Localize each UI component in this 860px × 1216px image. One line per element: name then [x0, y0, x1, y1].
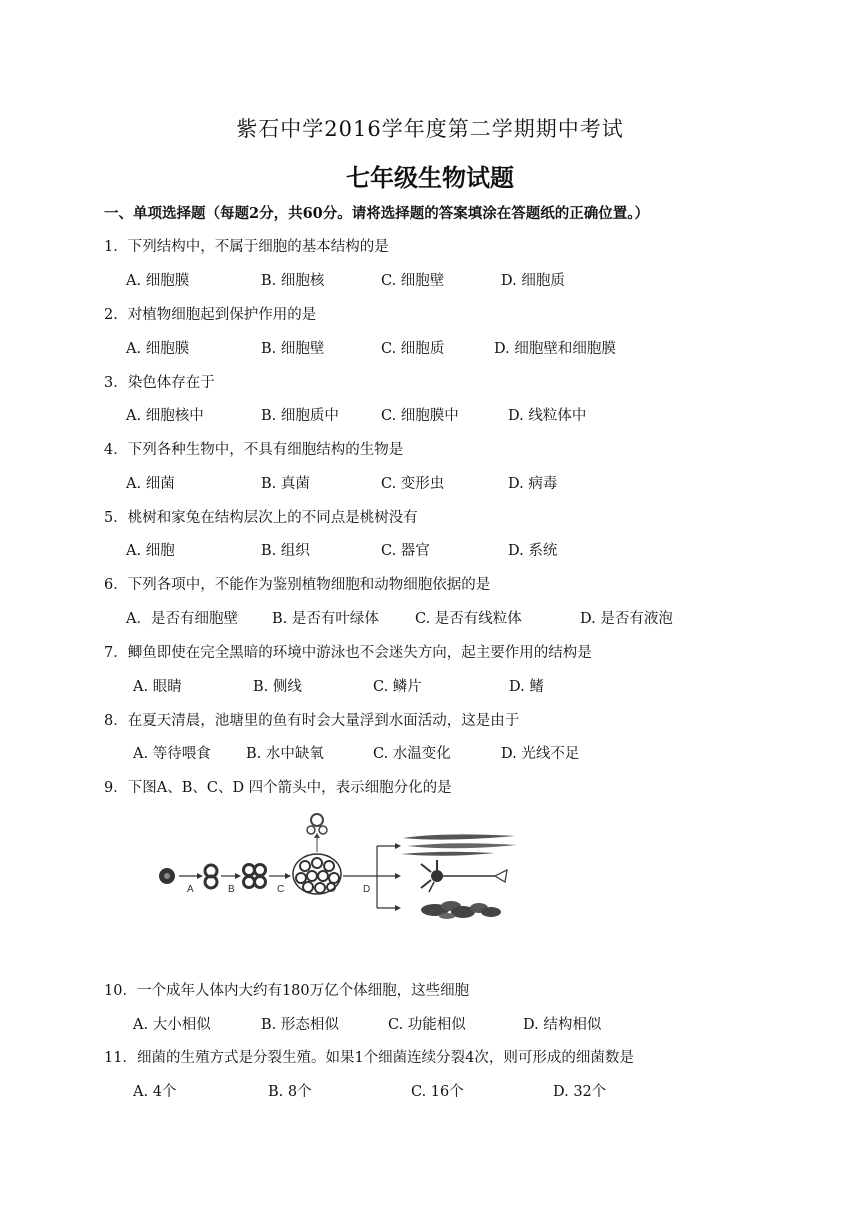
q6-option-b: B. 是否有叶绿体	[272, 611, 379, 627]
question-4-stem: 4．下列各种生物中，不具有细胞结构的生物是	[104, 442, 404, 458]
q8-option-c: C. 水温变化	[373, 746, 451, 762]
q3-option-c: C. 细胞膜中	[381, 408, 459, 424]
q4-option-c: C. 变形虫	[381, 476, 445, 492]
q4-option-b: B. 真菌	[261, 476, 310, 492]
exam-title: 紫石中学2016学年度第二学期期中考试	[236, 117, 624, 141]
q8-option-a: A. 等待喂食	[133, 746, 211, 762]
q10-option-a: A. 大小相似	[133, 1017, 211, 1033]
q10-option-d: D. 结构相似	[523, 1017, 602, 1033]
question-7-stem: 7．鲫鱼即使在完全黑暗的环境中游泳也不会迷失方向，起主要作用的结构是	[104, 645, 592, 661]
four-cells	[244, 865, 266, 888]
tissue-cluster	[421, 901, 501, 919]
arrow-a-label: A	[187, 884, 194, 895]
q2-option-d: D. 细胞壁和细胞膜	[494, 341, 616, 357]
q11-option-a: A. 4个	[133, 1084, 177, 1100]
q4-option-d: D. 病毒	[508, 476, 558, 492]
arrow-c-label: C	[277, 884, 285, 895]
q3-option-b: B. 细胞质中	[261, 408, 339, 424]
single-cell	[159, 868, 175, 884]
q1-option-a: A. 细胞膜	[126, 273, 190, 289]
question-2-stem: 2．对植物细胞起到保护作用的是	[104, 307, 317, 323]
neuron	[421, 860, 507, 892]
q11-option-d: D. 32个	[553, 1084, 607, 1100]
question-1-stem: 1．下列结构中，不属于细胞的基本结构的是	[104, 239, 389, 255]
arrow-b-head	[235, 873, 241, 879]
q3-option-a: A. 细胞核中	[126, 408, 204, 424]
q2-option-c: C. 细胞质	[381, 341, 445, 357]
arrow-c-head	[285, 873, 291, 879]
q5-option-c: C. 器官	[381, 543, 430, 559]
q6-option-c: C. 是否有线粒体	[415, 611, 522, 627]
q11-option-c: C. 16个	[411, 1084, 464, 1100]
q5-option-d: D. 系统	[508, 543, 558, 559]
q1-option-b: B. 细胞核	[261, 273, 325, 289]
question-9-stem: 9．下图A、B、C、D 四个箭头中，表示细胞分化的是	[104, 780, 452, 796]
q1-option-d: D. 细胞质	[501, 273, 565, 289]
branch-bracket	[377, 843, 401, 911]
question-10-stem: 10．一个成年人体内大约有180万亿个体细胞，这些细胞	[104, 983, 470, 999]
q6-option-d: D. 是否有液泡	[580, 611, 673, 627]
section-heading: 一、单项选择题（每题2分，共60分。请将选择题的答案填涂在答题纸的正确位置。）	[104, 205, 650, 222]
cell-differentiation-figure	[145, 808, 535, 928]
q7-option-c: C. 鳞片	[373, 679, 422, 695]
arrow-d-label: D	[363, 884, 371, 895]
q5-option-a: A. 细胞	[126, 543, 175, 559]
q7-option-a: A. 眼睛	[133, 679, 182, 695]
q10-option-c: C. 功能相似	[388, 1017, 466, 1033]
question-11-stem: 11．细菌的生殖方式是分裂生殖。如果1个细菌连续分裂4次，则可形成的细菌数是	[104, 1050, 634, 1066]
q3-option-d: D. 线粒体中	[508, 408, 587, 424]
arrow-a-head	[197, 873, 203, 879]
cell-mass	[293, 814, 341, 894]
exam-subtitle: 七年级生物试题	[346, 164, 514, 192]
question-8-stem: 8．在夏天清晨，池塘里的鱼有时会大量浮到水面活动，这是由于	[104, 713, 520, 729]
arrow-b-label: B	[228, 884, 235, 895]
muscle-tissue	[401, 834, 517, 855]
question-6-stem: 6．下列各项中，不能作为鉴别植物细胞和动物细胞依据的是	[104, 577, 491, 593]
two-cells	[205, 865, 217, 888]
q6-option-a: A．是否有细胞壁	[126, 611, 238, 627]
q8-option-b: B. 水中缺氧	[246, 746, 324, 762]
q2-option-b: B. 细胞壁	[261, 341, 325, 357]
q5-option-b: B. 组织	[261, 543, 310, 559]
q7-option-d: D. 鳍	[509, 679, 544, 695]
question-3-stem: 3．染色体存在于	[104, 375, 215, 391]
question-5-stem: 5．桃树和家兔在结构层次上的不同点是桃树没有	[104, 510, 418, 526]
q11-option-b: B. 8个	[268, 1084, 312, 1100]
q4-option-a: A. 细菌	[126, 476, 175, 492]
q10-option-b: B. 形态相似	[261, 1017, 339, 1033]
q7-option-b: B. 侧线	[253, 679, 302, 695]
q2-option-a: A. 细胞膜	[126, 341, 190, 357]
q1-option-c: C. 细胞壁	[381, 273, 445, 289]
q8-option-d: D. 光线不足	[501, 746, 580, 762]
